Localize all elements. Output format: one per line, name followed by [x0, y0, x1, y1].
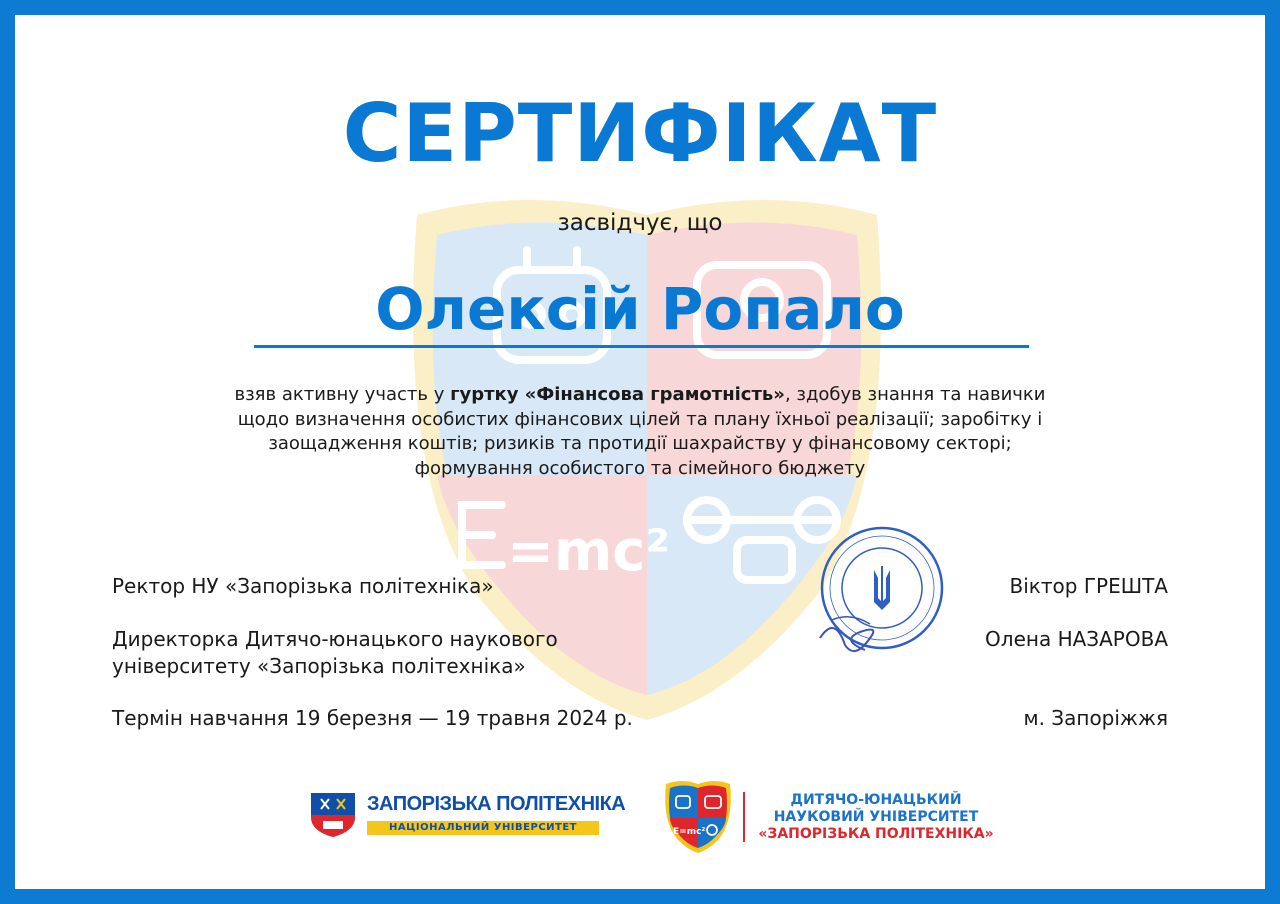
description-part1: взяв активну участь у	[234, 384, 451, 405]
polytech-emblem-icon	[309, 789, 357, 839]
certifies-text: засвідчує, що	[557, 210, 723, 236]
director-position-line1: Директорка Дитячо-юнацького наукового	[112, 627, 558, 651]
children-university-line1: ДИТЯЧО-ЮНАЦЬКИЙ	[790, 792, 962, 808]
director-position-line2: університету «Запорізька політехніка»	[112, 654, 526, 678]
rector-position: Ректор НУ «Запорізька політехніка»	[112, 574, 494, 598]
children-university-emblem-icon	[660, 778, 736, 854]
study-term: Термін навчання 19 березня — 19 травня 2024 р.	[112, 706, 633, 730]
city: м. Запоріжжя	[1023, 706, 1168, 730]
achievement-description	[185, 383, 1095, 481]
description-line3: заощадження коштів; ризиків та протидії шахрайству у фінансовому секторі;	[268, 433, 1012, 454]
polytech-name: ЗАПОРІЗЬКА ПОЛІТЕХНІКА	[367, 793, 626, 815]
rector-name: Віктор ГРЕШТА	[1009, 574, 1168, 598]
description-line2: щодо визначення особистих фінансових цілей та плану їхньої реалізації; заробітку і	[237, 408, 1043, 430]
director-position	[112, 626, 558, 680]
name-underline	[254, 345, 1029, 348]
svg-text:=mc²: =mc²	[507, 519, 670, 584]
children-university-name	[756, 792, 996, 843]
description-line4: формування особистого та сімейного бюджету	[414, 457, 866, 479]
emblem-formula: E=mc²	[673, 827, 706, 837]
description-part2: , здобув знання та навички	[784, 384, 1046, 405]
polytech-logo	[309, 787, 626, 843]
certificate-sheet	[15, 15, 1265, 889]
children-university-logo	[660, 778, 994, 854]
official-stamp-icon	[810, 520, 950, 670]
polytech-subtitle: НАЦІОНАЛЬНИЙ УНІВЕРСИТЕТ	[389, 822, 577, 833]
course-name: гуртку «Фінансова грамотність»	[450, 384, 785, 405]
children-university-line3: «ЗАПОРІЗЬКА ПОЛІТЕХНІКА»	[758, 826, 994, 842]
director-name: Олена НАЗАРОВА	[985, 627, 1168, 651]
certificate-title: СЕРТИФІКАТ	[342, 87, 938, 180]
recipient-name: Олексій Ропало	[375, 275, 905, 343]
logo-divider	[743, 792, 745, 842]
children-university-line2: НАУКОВИЙ УНІВЕРСИТЕТ	[773, 809, 979, 825]
